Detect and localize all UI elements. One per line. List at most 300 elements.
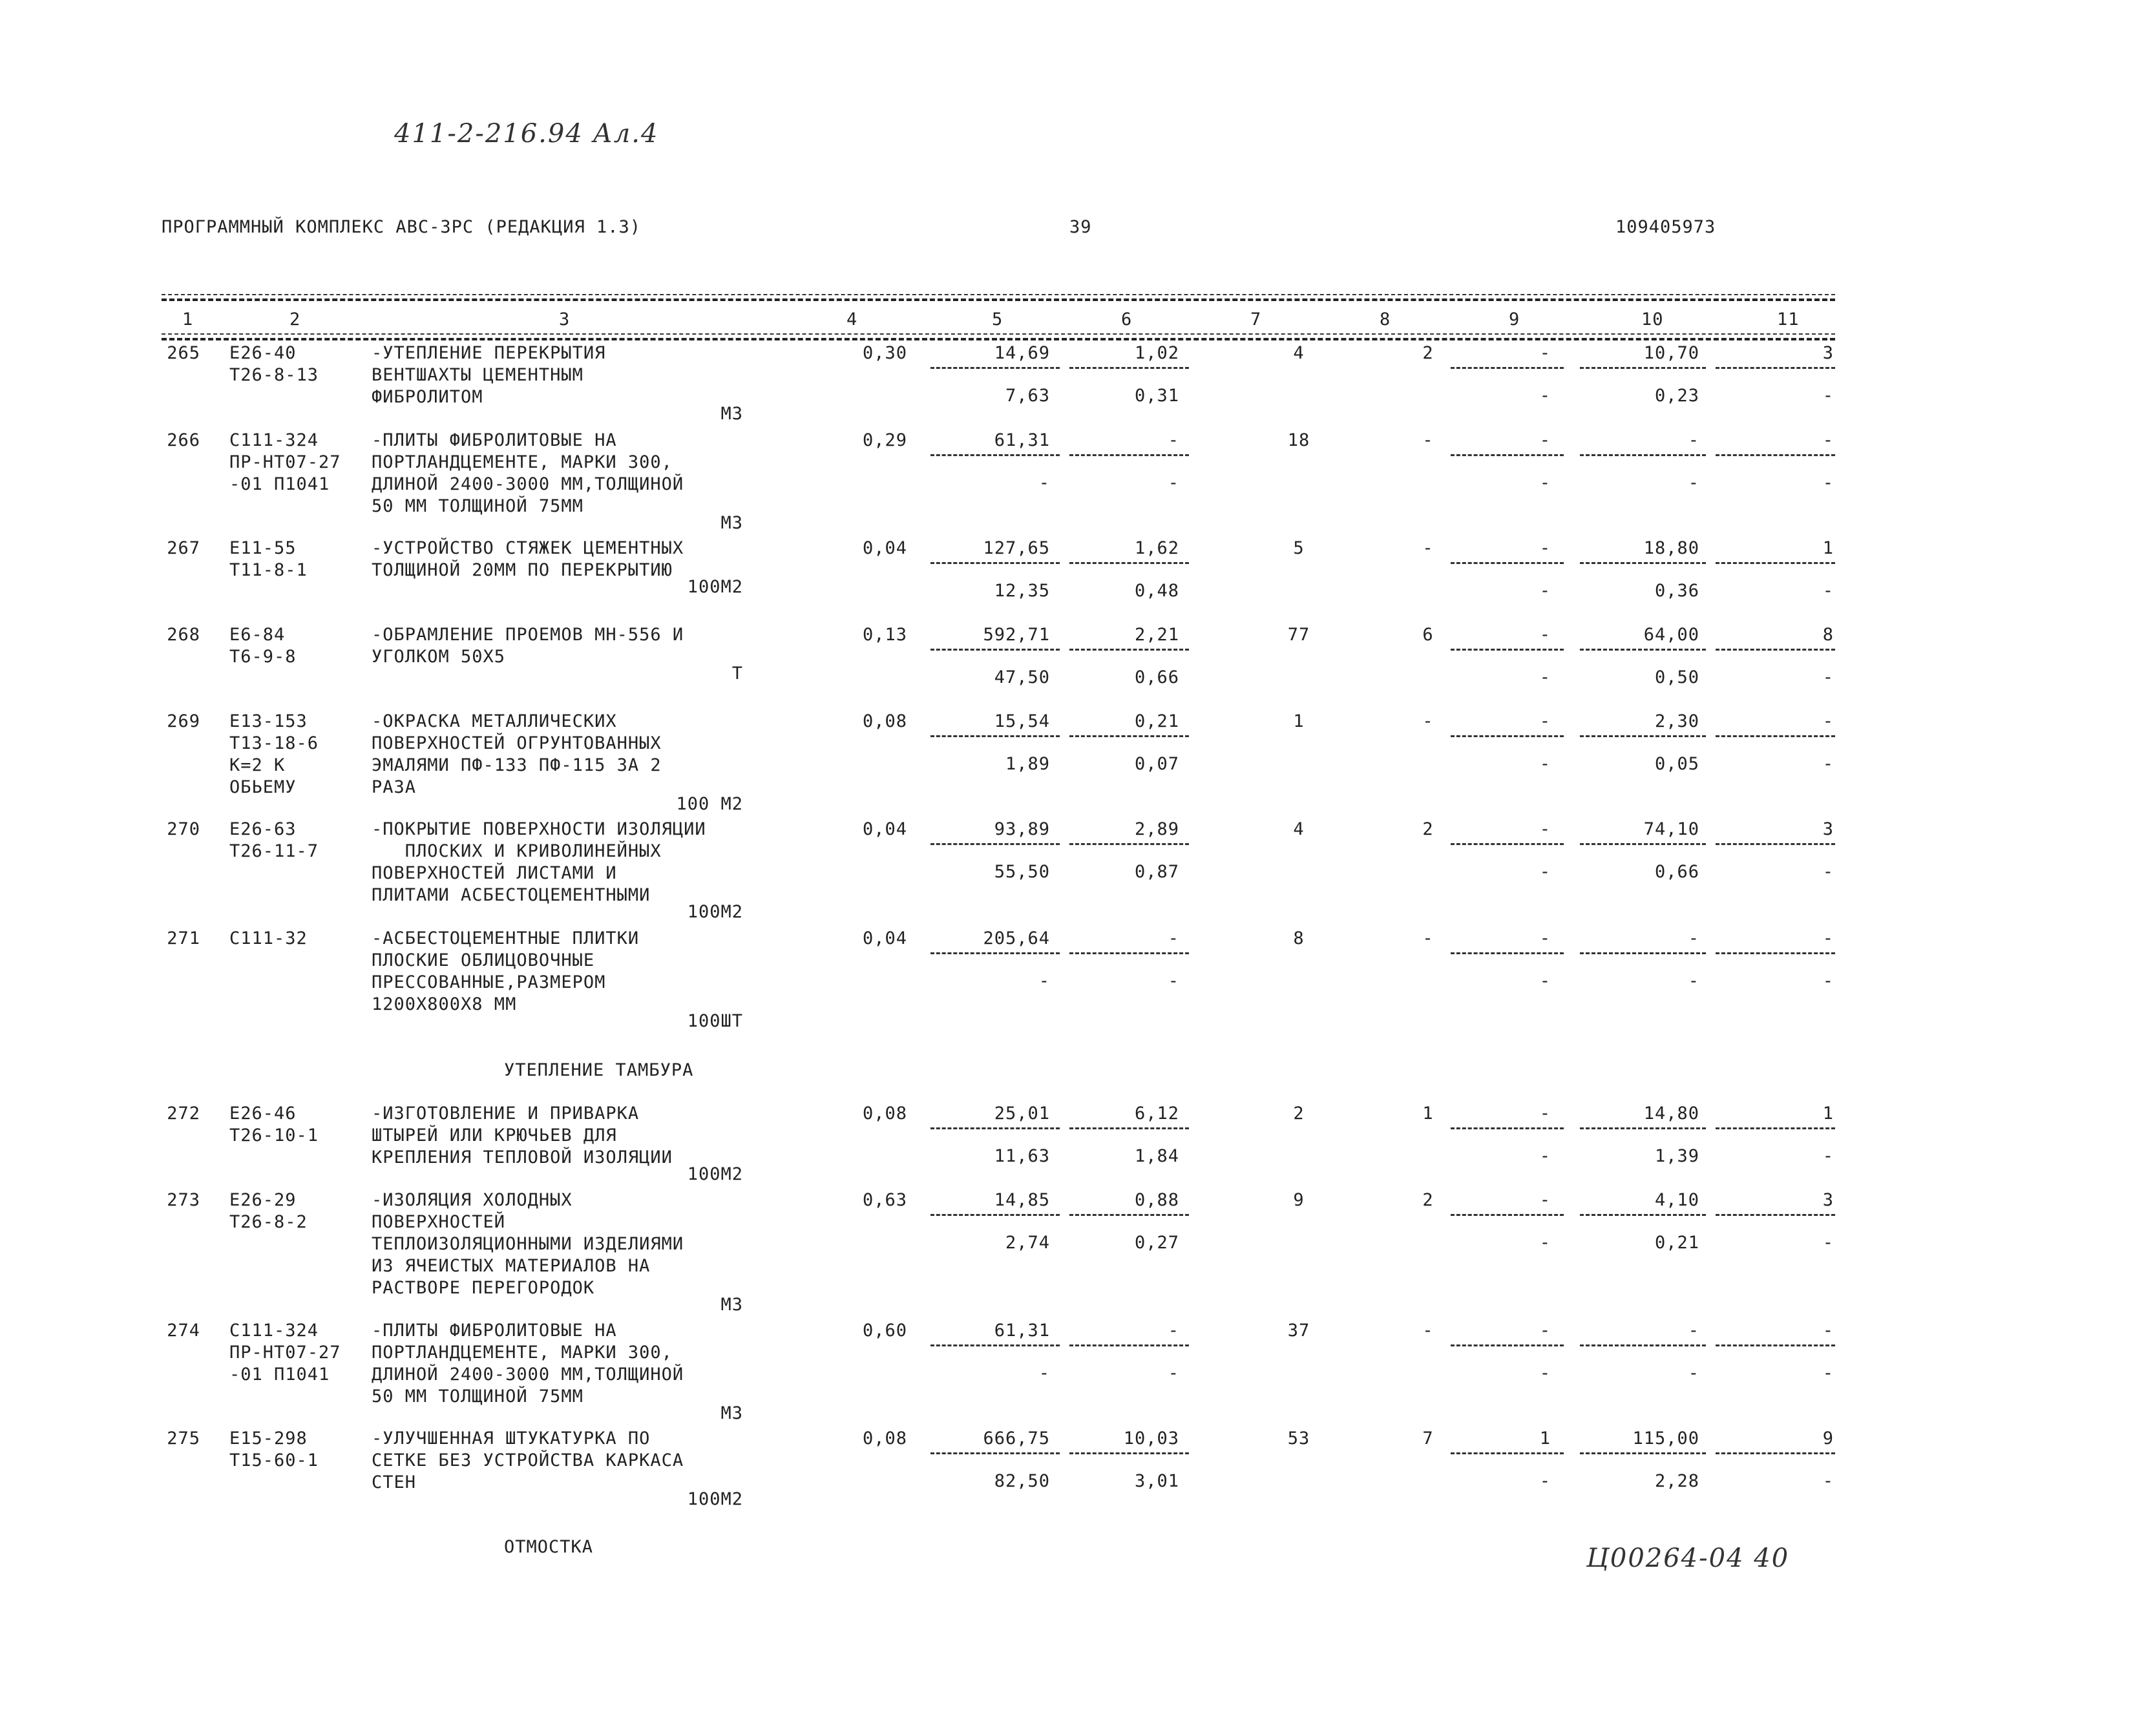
work-description: ШТЫРЕЙ ИЛИ КРЮЧЬЕВ ДЛЯ: [372, 1125, 617, 1145]
column-11-value-lower: -: [1822, 1233, 1834, 1253]
total-cost: 53: [1287, 1428, 1310, 1448]
machine-cost: -: [1422, 538, 1434, 558]
labor-hours-lower: 2,28: [1654, 1471, 1699, 1491]
unit-cost: 666,75: [983, 1428, 1050, 1448]
work-description: -ИЗОЛЯЦИЯ ХОЛОДНЫХ: [372, 1190, 573, 1210]
total-cost: 9: [1293, 1190, 1305, 1210]
column-11-value: -: [1822, 711, 1834, 731]
quantity: 0,60: [863, 1321, 908, 1341]
row-number: 266: [167, 430, 200, 450]
work-description: ИЗ ЯЧЕИСТЫХ МАТЕРИАЛОВ НА: [372, 1256, 651, 1276]
unit-cost-lower: 7,63: [1005, 386, 1050, 406]
document-reference: 411-2-216.94 Ал.4: [394, 119, 659, 149]
row-number: 275: [167, 1428, 200, 1448]
column-9-value-lower: -: [1539, 862, 1551, 882]
work-description: РАСТВОРЕ ПЕРЕГОРОДОК: [372, 1278, 595, 1298]
quantity: 0,04: [863, 819, 908, 839]
labor-hours: 74,10: [1643, 819, 1699, 839]
row-number: 267: [167, 538, 200, 558]
work-description: ТЕПЛОИЗОЛЯЦИОННЫМИ ИЗДЕЛИЯМИ: [372, 1234, 684, 1254]
unit-cost: 205,64: [983, 928, 1050, 948]
labor-hours-lower: 1,39: [1654, 1146, 1699, 1166]
resource-code: С111-324: [229, 1321, 319, 1341]
fraction-line: [1451, 1344, 1564, 1346]
work-description: -УТЕПЛЕНИЕ ПЕРЕКРЫТИЯ: [372, 343, 606, 363]
column-11-value-lower: -: [1822, 862, 1834, 882]
fraction-line: [930, 1344, 1060, 1346]
labor-hours-lower: 0,50: [1654, 667, 1699, 687]
column-9-value: -: [1539, 1103, 1551, 1124]
quantity: 0,30: [863, 343, 908, 363]
total-cost: 1: [1293, 711, 1305, 731]
machine-cost: 2: [1422, 819, 1434, 839]
fraction-line: [1580, 454, 1706, 456]
unit-cost: 25,01: [994, 1103, 1050, 1124]
unit-cost-lower: 82,50: [994, 1471, 1050, 1491]
work-description: -ИЗГОТОВЛЕНИЕ И ПРИВАРКА: [372, 1103, 640, 1124]
work-description: ДЛИНОЙ 2400-3000 ММ,ТОЛЩИНОЙ: [372, 1365, 684, 1385]
handwritten-footer-stamp: Ц00264-04 40: [1586, 1543, 1790, 1573]
fraction-line: [1451, 1127, 1564, 1129]
unit-of-measure: 100М2: [687, 1164, 743, 1184]
unit-cost: 61,31: [994, 1321, 1050, 1341]
work-description: -ОКРАСКА МЕТАЛЛИЧЕСКИХ: [372, 711, 617, 731]
resource-code: Т26-10-1: [229, 1125, 319, 1145]
labor-cost-lower: 0,48: [1134, 581, 1179, 601]
labor-hours: 2,30: [1654, 711, 1699, 731]
machine-cost: 2: [1422, 343, 1434, 363]
labor-cost: 2,21: [1134, 625, 1179, 645]
work-description: УГОЛКОМ 50Х5: [372, 647, 506, 667]
unit-cost: 61,31: [994, 430, 1050, 450]
fraction-line: [1580, 367, 1706, 369]
fraction-line: [930, 649, 1060, 651]
work-description: 1200Х800Х8 ММ: [372, 994, 517, 1014]
labor-cost: 0,21: [1134, 711, 1179, 731]
column-11-value-lower: -: [1822, 473, 1834, 493]
fraction-line: [1716, 1344, 1835, 1346]
labor-cost: -: [1168, 430, 1179, 450]
document-code: 109405973: [1615, 217, 1716, 237]
fraction-line: [1451, 735, 1564, 737]
column-9-value-lower: -: [1539, 581, 1551, 601]
unit-cost: 592,71: [983, 625, 1050, 645]
unit-cost: 14,69: [994, 343, 1050, 363]
labor-hours-lower: 0,21: [1654, 1233, 1699, 1253]
column-number: 4: [846, 309, 858, 329]
unit-of-measure: Т: [731, 664, 743, 684]
unit-of-measure: 100М2: [687, 577, 743, 597]
row-number: 269: [167, 711, 200, 731]
machine-cost: -: [1422, 430, 1434, 450]
quantity: 0,29: [863, 430, 908, 450]
column-9-value-lower: -: [1539, 1146, 1551, 1166]
labor-hours: -: [1688, 928, 1699, 948]
row-number: 273: [167, 1190, 200, 1210]
machine-cost: 1: [1422, 1103, 1434, 1124]
fraction-line: [1580, 1214, 1706, 1216]
resource-code: С111-324: [229, 430, 319, 450]
labor-cost-lower: -: [1168, 971, 1179, 991]
section-header-vestibule: УТЕПЛЕНИЕ ТАМБУРА: [504, 1060, 694, 1080]
fraction-line: [930, 1452, 1060, 1454]
quantity: 0,08: [863, 1103, 908, 1124]
column-number: 3: [559, 309, 571, 329]
labor-hours: 64,00: [1643, 625, 1699, 645]
work-description: ВЕНТШАХТЫ ЦЕМЕНТНЫМ: [372, 365, 583, 385]
labor-hours-lower: -: [1688, 971, 1699, 991]
quantity: 0,63: [863, 1190, 908, 1210]
column-9-value: -: [1539, 711, 1551, 731]
column-11-value: -: [1822, 430, 1834, 450]
resource-code: К=2 К: [229, 755, 286, 775]
resource-code: Т11-8-1: [229, 560, 308, 580]
unit-of-measure: М3: [720, 1295, 743, 1315]
column-11-value-lower: -: [1822, 1146, 1834, 1166]
fraction-line: [1069, 1344, 1189, 1346]
fraction-line: [930, 367, 1060, 369]
machine-cost: -: [1422, 928, 1434, 948]
resource-code: -01 П1041: [229, 474, 330, 494]
unit-of-measure: 100 М2: [676, 794, 743, 814]
resource-code: Е26-63: [229, 819, 297, 839]
labor-cost: -: [1168, 928, 1179, 948]
quantity: 0,08: [863, 1428, 908, 1448]
resource-code: Т26-11-7: [229, 841, 319, 861]
labor-cost: 6,12: [1134, 1103, 1179, 1124]
fraction-line: [1451, 562, 1564, 564]
work-description: ПОРТЛАНДЦЕМЕНТЕ, МАРКИ 300,: [372, 1343, 673, 1363]
column-11-value: 3: [1822, 343, 1834, 363]
work-description: ПЛИТАМИ АСБЕСТОЦЕМЕНТНЫМИ: [372, 885, 651, 905]
column-number: 10: [1641, 309, 1664, 329]
column-number: 8: [1380, 309, 1391, 329]
labor-cost: 1,62: [1134, 538, 1179, 558]
fraction-line: [1069, 1127, 1189, 1129]
resource-code: Е11-55: [229, 538, 297, 558]
work-description: -УСТРОЙСТВО СТЯЖЕК ЦЕМЕНТНЫХ: [372, 538, 684, 558]
column-11-value-lower: -: [1822, 1471, 1834, 1491]
labor-hours: 18,80: [1643, 538, 1699, 558]
fraction-line: [930, 843, 1060, 845]
labor-hours-lower: -: [1688, 1363, 1699, 1383]
column-11-value-lower: -: [1822, 1363, 1834, 1383]
labor-cost: 0,88: [1134, 1190, 1179, 1210]
row-number: 270: [167, 819, 200, 839]
fraction-line: [1451, 454, 1564, 456]
work-description: СТЕН: [372, 1472, 417, 1492]
column-9-value-lower: -: [1539, 386, 1551, 406]
resource-code: Т6-9-8: [229, 647, 297, 667]
column-9-value-lower: -: [1539, 1363, 1551, 1383]
header-bottom-rule: [162, 333, 1835, 335]
unit-of-measure: М3: [720, 1403, 743, 1423]
work-description: ПОВЕРХНОСТЕЙ ОГРУНТОВАННЫХ: [372, 733, 662, 753]
resource-code: ПР-НТ07-27: [229, 452, 341, 472]
fraction-line: [1580, 649, 1706, 651]
work-description: ДЛИНОЙ 2400-3000 ММ,ТОЛЩИНОЙ: [372, 474, 684, 494]
fraction-line: [1716, 735, 1835, 737]
resource-code: Т15-60-1: [229, 1450, 319, 1470]
fraction-line: [1580, 562, 1706, 564]
row-number: 268: [167, 625, 200, 645]
column-9-value-lower: -: [1539, 1471, 1551, 1491]
total-cost: 37: [1287, 1321, 1310, 1341]
unit-cost-lower: 1,89: [1005, 754, 1050, 774]
fraction-line: [930, 735, 1060, 737]
column-11-value: 8: [1822, 625, 1834, 645]
work-description: ТОЛЩИНОЙ 20ММ ПО ПЕРЕКРЫТИЮ: [372, 560, 673, 580]
column-9-value-lower: -: [1539, 1233, 1551, 1253]
fraction-line: [930, 562, 1060, 564]
column-9-value: -: [1539, 625, 1551, 645]
fraction-line: [1580, 952, 1706, 954]
resource-code: Е15-298: [229, 1428, 308, 1448]
work-description: -ПЛИТЫ ФИБРОЛИТОВЫЕ НА: [372, 430, 617, 450]
labor-cost-lower: 0,27: [1134, 1233, 1179, 1253]
header-bottom-rule-2: [162, 338, 1835, 340]
work-description: 50 ММ ТОЛЩИНОЙ 75ММ: [372, 496, 583, 516]
total-cost: 8: [1293, 928, 1305, 948]
column-number: 11: [1777, 309, 1800, 329]
work-description: СЕТКЕ БЕЗ УСТРОЙСТВА КАРКАСА: [372, 1450, 684, 1470]
machine-cost: 6: [1422, 625, 1434, 645]
work-description: ПЛОСКИХ И КРИВОЛИНЕЙНЫХ: [372, 841, 662, 861]
section-header-blind-area: ОТМОСТКА: [504, 1537, 594, 1557]
labor-cost: -: [1168, 1321, 1179, 1341]
column-number: 9: [1509, 309, 1520, 329]
column-11-value-lower: -: [1822, 581, 1834, 601]
unit-of-measure: 100М2: [687, 1489, 743, 1509]
labor-hours: 115,00: [1632, 1428, 1699, 1448]
unit-of-measure: М3: [720, 404, 743, 424]
work-description: ПОВЕРХНОСТЕЙ ЛИСТАМИ И: [372, 863, 617, 883]
fraction-line: [1069, 1452, 1189, 1454]
resource-code: С111-32: [229, 928, 308, 948]
unit-cost-lower: -: [1038, 473, 1050, 493]
labor-cost-lower: 0,07: [1134, 754, 1179, 774]
total-cost: 4: [1293, 819, 1305, 839]
resource-code: Е26-46: [229, 1103, 297, 1124]
unit-cost: 14,85: [994, 1190, 1050, 1210]
machine-cost: 7: [1422, 1428, 1434, 1448]
labor-cost-lower: 0,66: [1134, 667, 1179, 687]
work-description: РАЗА: [372, 777, 417, 797]
column-number: 1: [182, 309, 194, 329]
column-11-value: 1: [1822, 1103, 1834, 1124]
quantity: 0,13: [863, 625, 908, 645]
fraction-line: [930, 952, 1060, 954]
total-cost: 4: [1293, 343, 1305, 363]
column-9-value: -: [1539, 538, 1551, 558]
column-9-value: -: [1539, 1190, 1551, 1210]
unit-cost-lower: 47,50: [994, 667, 1050, 687]
fraction-line: [1069, 952, 1189, 954]
labor-hours-lower: 0,05: [1654, 754, 1699, 774]
labor-hours: 14,80: [1643, 1103, 1699, 1124]
work-description: -ПОКРЫТИЕ ПОВЕРХНОСТИ ИЗОЛЯЦИИ: [372, 819, 706, 839]
total-cost: 5: [1293, 538, 1305, 558]
work-description: ФИБРОЛИТОМ: [372, 387, 483, 407]
column-9-value-lower: -: [1539, 473, 1551, 493]
fraction-line: [1451, 367, 1564, 369]
fraction-line: [1716, 843, 1835, 845]
row-number: 265: [167, 343, 200, 363]
unit-cost-lower: -: [1038, 1363, 1050, 1383]
work-description: ЭМАЛЯМИ ПФ-133 ПФ-115 ЗА 2: [372, 755, 662, 775]
fraction-line: [930, 454, 1060, 456]
labor-hours: -: [1688, 430, 1699, 450]
labor-cost-lower: 3,01: [1134, 1471, 1179, 1491]
unit-cost-lower: 12,35: [994, 581, 1050, 601]
fraction-line: [1716, 367, 1835, 369]
fraction-line: [1451, 649, 1564, 651]
fraction-line: [1716, 562, 1835, 564]
quantity: 0,08: [863, 711, 908, 731]
fraction-line: [1451, 1452, 1564, 1454]
column-11-value-lower: -: [1822, 667, 1834, 687]
work-description: ПОВЕРХНОСТЕЙ: [372, 1212, 506, 1232]
fraction-line: [1069, 843, 1189, 845]
column-9-value-lower: -: [1539, 667, 1551, 687]
fraction-line: [1580, 843, 1706, 845]
column-number: 6: [1121, 309, 1133, 329]
fraction-line: [1580, 1127, 1706, 1129]
work-description: КРЕПЛЕНИЯ ТЕПЛОВОЙ ИЗОЛЯЦИИ: [372, 1147, 673, 1167]
labor-hours-lower: -: [1688, 473, 1699, 493]
fraction-line: [1069, 454, 1189, 456]
column-11-value: 3: [1822, 1190, 1834, 1210]
unit-of-measure: М3: [720, 513, 743, 533]
column-11-value: 9: [1822, 1428, 1834, 1448]
labor-cost-lower: -: [1168, 473, 1179, 493]
work-description: ПОРТЛАНДЦЕМЕНТЕ, МАРКИ 300,: [372, 452, 673, 472]
labor-cost-lower: 1,84: [1134, 1146, 1179, 1166]
unit-of-measure: 100ШТ: [687, 1011, 743, 1031]
fraction-line: [1069, 562, 1189, 564]
column-9-value: -: [1539, 430, 1551, 450]
column-number: 2: [289, 309, 301, 329]
unit-cost: 127,65: [983, 538, 1050, 558]
unit-cost-lower: 55,50: [994, 862, 1050, 882]
row-number: 271: [167, 928, 200, 948]
fraction-line: [1069, 735, 1189, 737]
resource-code: -01 П1041: [229, 1365, 330, 1385]
fraction-line: [1451, 952, 1564, 954]
fraction-line: [1580, 1452, 1706, 1454]
column-9-value: -: [1539, 343, 1551, 363]
fraction-line: [1580, 1344, 1706, 1346]
column-11-value: -: [1822, 928, 1834, 948]
column-11-value: 1: [1822, 538, 1834, 558]
labor-hours-lower: 0,66: [1654, 862, 1699, 882]
fraction-line: [930, 1214, 1060, 1216]
unit-cost-lower: -: [1038, 971, 1050, 991]
table-top-rule: [162, 294, 1835, 295]
program-title: ПРОГРАММНЫЙ КОМПЛЕКС АВС-3РС (РЕДАКЦИЯ 1.3): [162, 217, 641, 237]
resource-code: ОБЬЕМУ: [229, 777, 297, 797]
column-11-value-lower: -: [1822, 971, 1834, 991]
unit-cost: 93,89: [994, 819, 1050, 839]
column-11-value: -: [1822, 1321, 1834, 1341]
fraction-line: [1069, 367, 1189, 369]
work-description: -АСБЕСТОЦЕМЕНТНЫЕ ПЛИТКИ: [372, 928, 640, 948]
work-description: -ОБРАМЛЕНИЕ ПРОЕМОВ МН-556 И: [372, 625, 684, 645]
total-cost: 77: [1287, 625, 1310, 645]
resource-code: Т26-8-2: [229, 1212, 308, 1232]
column-11-value: 3: [1822, 819, 1834, 839]
total-cost: 2: [1293, 1103, 1305, 1124]
resource-code: Т13-18-6: [229, 733, 319, 753]
work-description: -УЛУЧШЕННАЯ ШТУКАТУРКА ПО: [372, 1428, 651, 1448]
column-11-value-lower: -: [1822, 386, 1834, 406]
resource-code: ПР-НТ07-27: [229, 1343, 341, 1363]
resource-code: Т26-8-13: [229, 365, 319, 385]
table-top-rule-2: [162, 298, 1835, 301]
column-number: 5: [992, 309, 1003, 329]
fraction-line: [1451, 843, 1564, 845]
column-9-value: 1: [1539, 1428, 1551, 1448]
labor-hours-lower: 0,36: [1654, 581, 1699, 601]
resource-code: Е26-29: [229, 1190, 297, 1210]
resource-code: Е26-40: [229, 343, 297, 363]
column-9-value: -: [1539, 1321, 1551, 1341]
labor-cost-lower: 0,87: [1134, 862, 1179, 882]
column-9-value: -: [1539, 819, 1551, 839]
fraction-line: [1716, 1127, 1835, 1129]
unit-cost: 15,54: [994, 711, 1050, 731]
work-description: -ПЛИТЫ ФИБРОЛИТОВЫЕ НА: [372, 1321, 617, 1341]
labor-cost: 1,02: [1134, 343, 1179, 363]
work-description: ПЛОСКИЕ ОБЛИЦОВОЧНЫЕ: [372, 950, 595, 970]
labor-hours: 10,70: [1643, 343, 1699, 363]
fraction-line: [1069, 649, 1189, 651]
fraction-line: [1716, 1214, 1835, 1216]
labor-hours: 4,10: [1654, 1190, 1699, 1210]
column-9-value-lower: -: [1539, 754, 1551, 774]
machine-cost: -: [1422, 711, 1434, 731]
column-11-value-lower: -: [1822, 754, 1834, 774]
labor-cost: 10,03: [1123, 1428, 1179, 1448]
labor-hours: -: [1688, 1321, 1699, 1341]
fraction-line: [1069, 1214, 1189, 1216]
total-cost: 18: [1287, 430, 1310, 450]
fraction-line: [1716, 952, 1835, 954]
unit-cost-lower: 2,74: [1005, 1233, 1050, 1253]
quantity: 0,04: [863, 538, 908, 558]
work-description: ПРЕССОВАННЫЕ,РАЗМЕРОМ: [372, 972, 606, 992]
labor-hours-lower: 0,23: [1654, 386, 1699, 406]
column-9-value-lower: -: [1539, 971, 1551, 991]
fraction-line: [1580, 735, 1706, 737]
labor-cost-lower: 0,31: [1134, 386, 1179, 406]
quantity: 0,04: [863, 928, 908, 948]
row-number: 274: [167, 1321, 200, 1341]
fraction-line: [1716, 454, 1835, 456]
page-number: 39: [1069, 217, 1092, 237]
unit-cost-lower: 11,63: [994, 1146, 1050, 1166]
fraction-line: [1716, 1452, 1835, 1454]
labor-cost-lower: -: [1168, 1363, 1179, 1383]
work-description: 50 ММ ТОЛЩИНОЙ 75ММ: [372, 1386, 583, 1407]
machine-cost: -: [1422, 1321, 1434, 1341]
resource-code: Е6-84: [229, 625, 286, 645]
resource-code: Е13-153: [229, 711, 308, 731]
fraction-line: [1716, 649, 1835, 651]
machine-cost: 2: [1422, 1190, 1434, 1210]
row-number: 272: [167, 1103, 200, 1124]
column-number: 7: [1250, 309, 1262, 329]
